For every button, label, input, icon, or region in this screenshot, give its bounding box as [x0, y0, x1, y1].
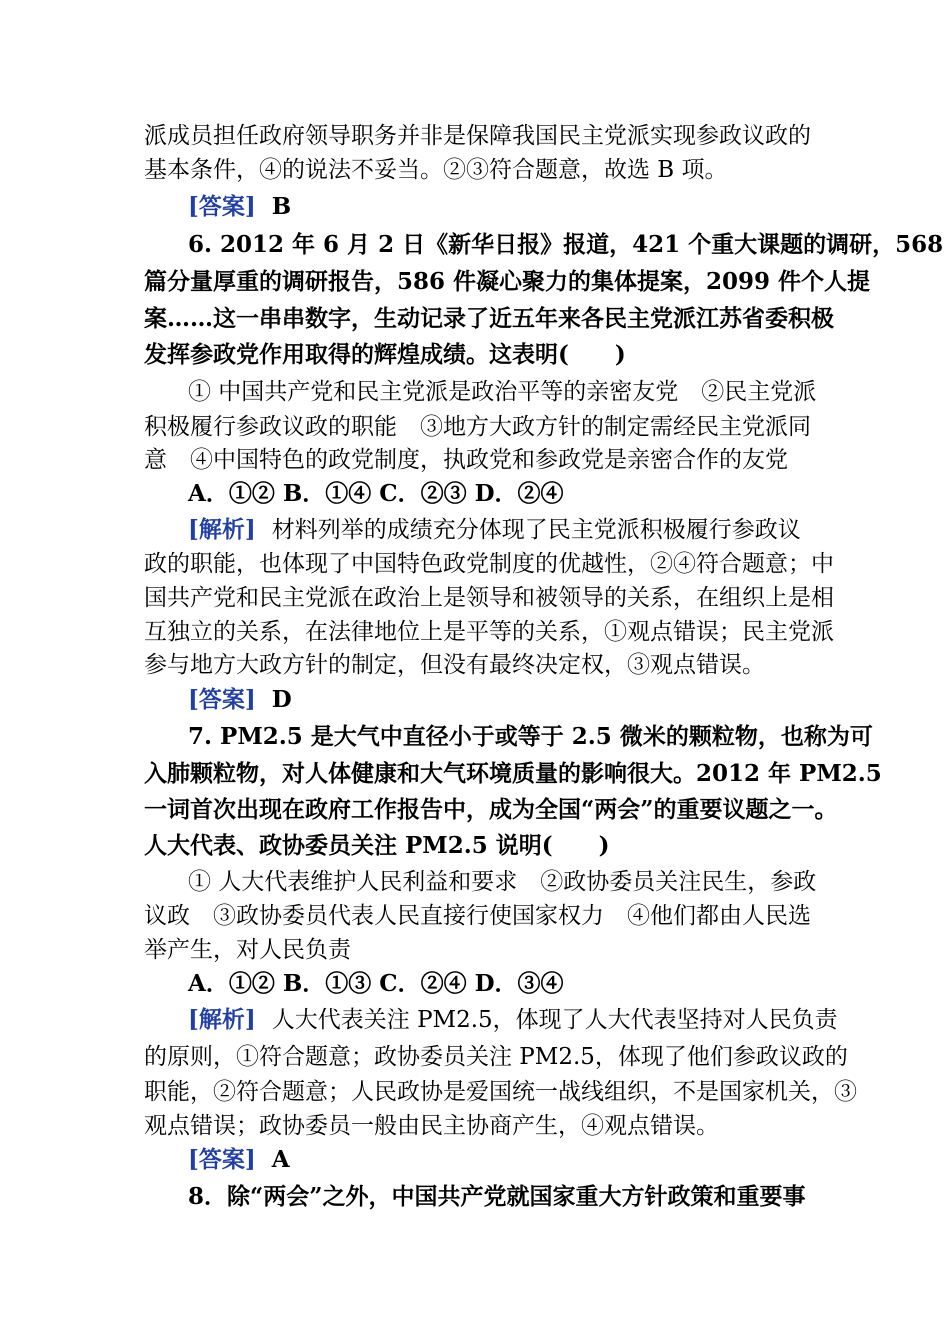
analysis-text: 人大代表关注 PM2.5，体现了人大代表坚持对人民负责 [271, 1007, 838, 1033]
analysis-text: 材料列举的成绩充分体现了民主党派积极履行参政议 [271, 517, 801, 543]
q6-stem-line-3: 案……这一串串数字，生动记录了近五年来各民主党派江苏省委积极 [144, 305, 834, 332]
q7-stem-line-4: 人大代表、政协委员关注 PM2.5 说明( ) [144, 832, 610, 859]
answer-value: A [271, 1146, 290, 1173]
q6-analysis-line-4: 互独立的关系，在法律地位上是平等的关系，①观点错误；民主党派 [144, 619, 834, 645]
q7-option-line-1: ① 人大代表维护人民利益和要求 ②政协委员关注民生，参政 [188, 869, 817, 895]
q7-analysis-line-2: 的原则，①符合题意；政协委员关注 PM2.5，体现了他们参政议政的 [144, 1044, 848, 1070]
q6-option-line-2: 积极履行参政议政的职能 ③地方大政方针的制定需经民主党派同 [144, 414, 811, 440]
answer-tag: [答案] [188, 1146, 256, 1173]
q7-analysis-line-4: 观点错误；政协委员一般由民主协商产生，④观点错误。 [144, 1113, 719, 1139]
q6-stem-line-2: 篇分量厚重的调研报告，586 件凝心聚力的集体提案，2099 件个人提 [144, 268, 871, 295]
q6-analysis-line-1 [188, 513, 809, 547]
analysis-tag: [解析] [188, 1006, 256, 1033]
q7-analysis-line-3: 职能，②符合题意；人民政协是爱国统一战线组织，不是国家机关，③ [144, 1079, 857, 1105]
answer-tag: [答案] [188, 686, 256, 713]
q7-analysis-line-1 [188, 1003, 838, 1037]
q7-stem-line-2: 入肺颗粒物，对人体健康和大气环境质量的影响很大。2012 年 PM2.5 [144, 760, 882, 787]
analysis-tag: [解析] [188, 516, 256, 543]
intro-line-1: 派成员担任政府领导职务并非是保障我国民主党派实现参政议政的 [144, 123, 811, 149]
q6-choices: A．①② B．①④ C．②③ D．②④ [188, 480, 564, 507]
q7-option-line-3: 举产生，对人民负责 [144, 937, 351, 963]
answer-value: B [271, 193, 292, 220]
q7-stem-line-3: 一词首次出现在政府工作报告中，成为全国“两会”的重要议题之一。 [144, 796, 838, 823]
q6-stem-line-1: 6. 2012 年 6 月 2 日《新华日报》报道，421 个重大课题的调研，568 [188, 231, 944, 258]
q6-stem-line-4: 发挥参政党作用取得的辉煌成绩。这表明( ) [144, 341, 626, 368]
q6-option-line-3: 意 ④中国特色的政党制度，执政党和参政党是亲密合作的友党 [144, 447, 788, 473]
q8-stem-line-1: 8．除“两会”之外，中国共产党就国家重大方针政策和重要事 [188, 1183, 806, 1210]
intro-answer [188, 190, 809, 224]
answer-tag: [答案] [188, 193, 256, 220]
q6-analysis-line-5: 参与地方大政方针的制定，但没有最终决定权，③观点错误。 [144, 652, 765, 678]
q6-analysis-line-2: 政的职能，也体现了中国特色政党制度的优越性，②④符合题意；中 [144, 551, 834, 577]
q7-stem-line-1: 7. PM2.5 是大气中直径小于或等于 2.5 微米的颗粒物，也称为可 [188, 723, 873, 750]
q6-answer [188, 683, 809, 717]
q6-option-line-1: ① 中国共产党和民主党派是政治平等的亲密友党 ②民主党派 [188, 379, 817, 405]
answer-value: D [271, 686, 292, 713]
q7-choices: A．①② B．①③ C．②④ D．③④ [188, 970, 564, 997]
q6-analysis-line-3: 国共产党和民主党派在政治上是领导和被领导的关系，在组织上是相 [144, 585, 834, 611]
intro-line-2: 基本条件，④的说法不妥当。②③符合题意，故选 B 项。 [144, 157, 728, 183]
q7-answer [188, 1143, 809, 1177]
q7-option-line-2: 议政 ③政协委员代表人民直接行使国家权力 ④他们都由人民选 [144, 903, 811, 929]
